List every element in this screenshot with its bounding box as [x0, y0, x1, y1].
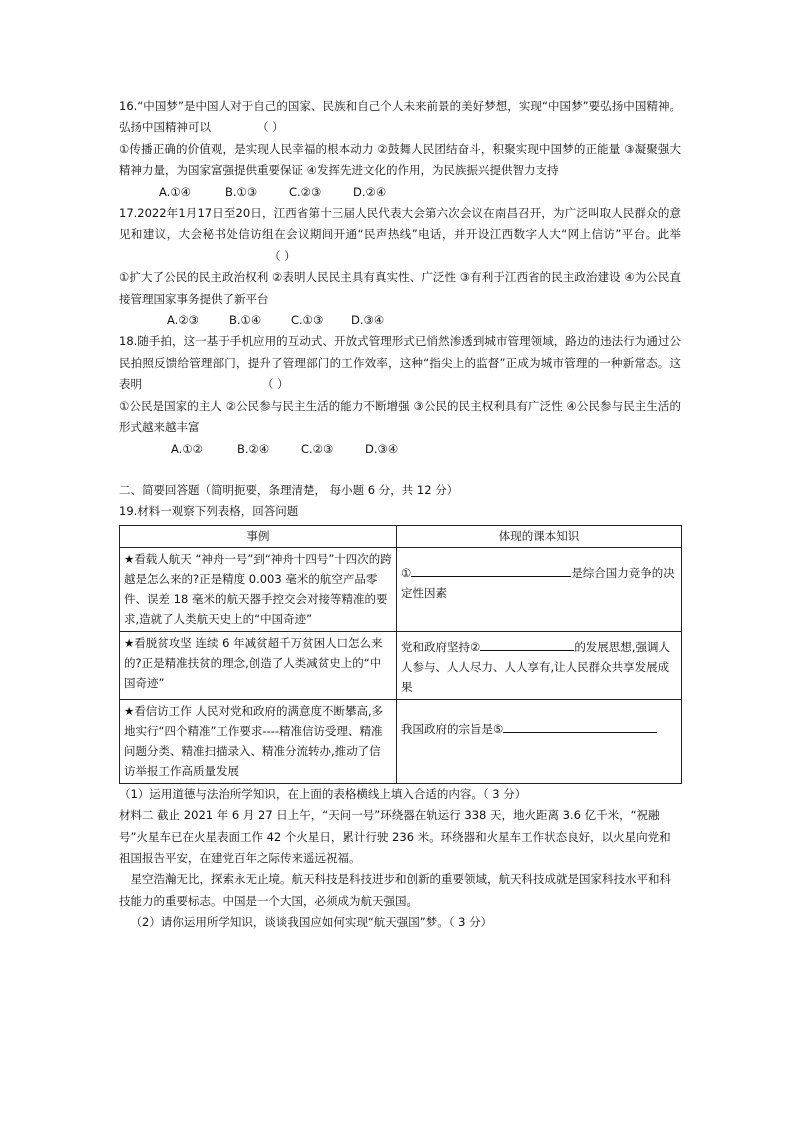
answer-paren: （ ）	[262, 377, 289, 392]
table-cell-knowledge	[397, 699, 682, 783]
section-2	[119, 480, 681, 934]
sub-question-2: （2）请你运用所学知识，谈谈我国应如何实现“航天强国”梦。（ 3 分）	[130, 915, 493, 930]
blank-label: ①	[401, 565, 412, 580]
sub-question-1: （1）运用道德与法治所学知识，在上面的表格横线上填入合适的内容。（ 3 分）	[119, 786, 527, 801]
question-19-intro: 19.材料一观察下列表格，回答问题	[119, 504, 299, 519]
option-c: C.②③	[289, 184, 322, 199]
table-header-row	[120, 525, 682, 547]
exam-page	[119, 96, 681, 934]
option-d: D.②④	[353, 184, 387, 199]
table-cell-example: ★看信访工作 人民对党和政府的满意度不断攀高,多地实行“四个精准”工作要求----精准信访受理、精准问题分类、精准扫描录入、精准分流转办,推动了信访举报工作高质量发展	[120, 699, 397, 783]
option-c: C.①③	[291, 313, 324, 328]
option-b: B.①④	[229, 313, 262, 328]
option-b: B.②④	[237, 441, 270, 456]
question-18-options	[119, 439, 681, 460]
question-17-options	[119, 310, 681, 331]
section-2-title: 二、简要回答题（简明扼要，条理清楚， 每小题 6 分，共 12 分）	[119, 482, 459, 497]
question-17-statements: ①扩大了公民的民主政治权利 ②表明人民民主具有真实性、广泛性 ③有利于江西省的民主政治建设 ④为公民直接管理国家事务提供了新平台	[119, 270, 681, 306]
material-2-paragraph-2: 星空浩瀚无比，探索永无止境。航天科技是科技进步和创新的重要领域，航天科技成就是国家科技水平和科技能力的重要标志。中国是一个大国，必须成为航天强国。	[119, 872, 671, 908]
table-header-knowledge: 体现的课本知识	[397, 525, 682, 547]
fill-blank-2[interactable]	[480, 636, 574, 651]
option-a: A.①②	[171, 441, 203, 456]
table-row	[120, 631, 682, 699]
knowledge-table	[119, 525, 682, 784]
table-cell-knowledge	[397, 547, 682, 631]
option-d: D.③④	[365, 441, 399, 456]
option-b: B.①③	[225, 184, 258, 199]
answer-paren: （ ）	[269, 248, 296, 263]
question-16	[119, 96, 681, 203]
table-row	[120, 699, 682, 783]
question-16-text: 16.“中国梦”是中国人对于自己的国家、民族和自己个人未来前景的美好梦想，实现“中国梦”要弘扬中国精神。弘扬中国精神可以	[119, 99, 681, 135]
table-cell-example: ★看载人航天 “神舟一号”到“神舟十四号”十四次的跨越是怎么来的?正是精度 0.003 毫米的航空产品零件、误差 18 毫米的航天器手控交会对接等精准的要求,造就了人类航天史上的“中国奇迹”	[120, 547, 397, 631]
table-cell-knowledge	[397, 631, 682, 699]
question-17	[119, 203, 681, 331]
blank-suffix: 是综合国力竞争的决定性因素	[401, 565, 675, 600]
option-a: A.②③	[167, 313, 199, 328]
option-a: A.①④	[159, 184, 191, 199]
question-18-statements: ①公民是国家的主人 ②公民参与民主生活的能力不断增强 ③公民的民主权利具有广泛性 ④公民参与民主生活的形式越来越丰富	[119, 398, 681, 435]
question-16-stem	[119, 96, 681, 139]
blank-label: 我国政府的宗旨是⑤	[401, 721, 504, 736]
question-17-text: 17.2022年1月17日至20日，江西省第十三届人民代表大会第六次会议在南昌召开，为广泛叫取人民群众的意见和建议，大会秘书处信访组在会议期间开通“民声热线”电话，并开设江西数字人大“网上信访”平台。此举	[119, 206, 681, 242]
question-16-options	[119, 182, 681, 203]
question-17-stem	[119, 203, 681, 267]
fill-blank-1[interactable]	[411, 562, 571, 577]
table-cell-example: ★看脱贫攻坚 连续 6 年减贫超千万贫困人口怎么来的?正是精准扶贫的理念,创造了人类减贫史上的“中国奇迹”	[120, 631, 397, 699]
material-2-paragraph-1: 材料二 截止 2021 年 6 月 27 日上午，“天问一号”环绕器在轨运行 338 天，地火距离 3.6 亿千米，“祝融号”火星车已在火星表面工作 42 个火星日，累计行驶 236 米。环绕器和火星车工作状态良好，以火星向党和祖国报告平安，在建党百年之际传来遥远祝福。	[119, 808, 671, 865]
question-16-statements: ①传播正确的价值观，是实现人民幸福的根本动力 ②鼓舞人民团结奋斗，积聚实现中国梦的正能量 ③凝聚强大精神力量，为国家富强提供重要保证 ④发挥先进文化的作用，为民族振兴提供智力支持	[119, 141, 681, 178]
question-18-text: 18.随手拍，这一基于手机应用的互动式、开放式管理形式已悄然渗透到城市管理领域，路边的违法行为通过公民拍照反馈给管理部门，提升了管理部门的工作效率，这种“指尖上的监督”正成为城市管理的一种新常态。这表明	[119, 334, 681, 392]
answer-paren: （ ）	[257, 120, 284, 135]
table-row	[120, 547, 682, 631]
question-18-stem	[119, 331, 681, 395]
fill-blank-3[interactable]	[503, 718, 657, 733]
blank-label: 党和政府坚持②	[401, 639, 481, 654]
table-header-example: 事例	[120, 525, 397, 547]
question-18	[119, 331, 681, 459]
blank-suffix: 的发展思想,强调人人参与、人人尽力、人人享有,让人民群众共享发展成果	[401, 639, 670, 694]
option-c: C.②③	[301, 441, 334, 456]
option-d: D.③④	[351, 313, 385, 328]
